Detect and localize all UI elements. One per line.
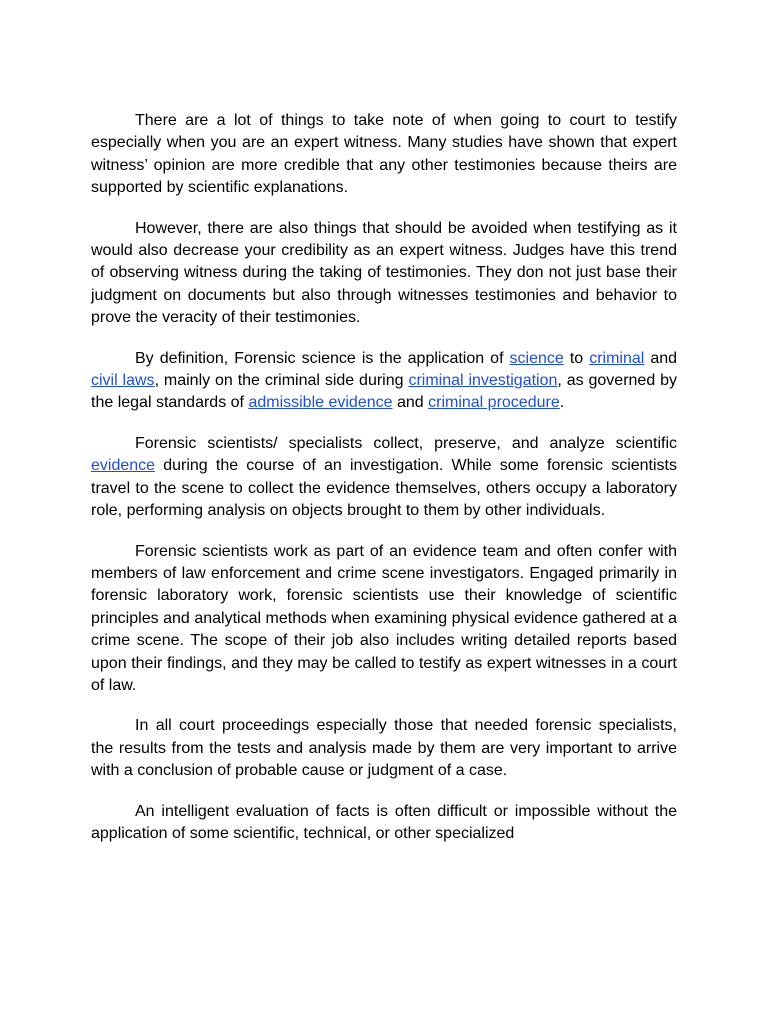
link-criminal-investigation[interactable]: criminal investigation [408, 372, 558, 390]
paragraph-3-text-6: and [392, 394, 429, 412]
paragraph-1-text: There are a lot of things to take note of when going to court to testify especially when you are an expert witness. Many studies have shown that expert witness’ opinion are more credible that any other testimonies because theirs are supported by scientific explanations. [91, 112, 677, 197]
paragraph-7-text: An intelligent evaluation of facts is often difficult or impossible without the application of some scientific, technical, or other specialized [91, 802, 677, 842]
paragraph-5-text: Forensic scientists work as part of an evidence team and often confer with members of law enforcement and crime scene investigators. Engaged primarily in forensic laboratory work, forensic scientists use their knowledge of scientific principles and analytical methods when examining physical evidence gathered at a crime scene. The scope of their job also includes writing detailed reports based upon their findings, and they may be called to testify as expert witnesses in a court of law. [91, 542, 677, 694]
link-criminal-procedure[interactable]: criminal procedure [428, 394, 560, 412]
paragraph-5 [91, 541, 677, 698]
document-page [91, 110, 677, 845]
link-criminal[interactable]: criminal [589, 349, 645, 367]
paragraph-4-text-2: during the course of an investigation. While some forensic scientists travel to the scene to collect the evidence themselves, others occupy a laboratory role, performing analysis on objects brought to them by other individuals. [91, 457, 677, 520]
link-evidence[interactable]: evidence [91, 457, 156, 475]
paragraph-3-text-4: , mainly on the criminal side during [154, 372, 409, 390]
paragraph-6-text: In all court proceedings especially those that needed forensic specialists, the results from the tests and analysis made by them are very important to arrive with a conclusion of probable cause or judgment of a case. [91, 717, 677, 780]
paragraph-3 [91, 348, 677, 415]
link-civil-laws[interactable]: civil laws [91, 372, 155, 390]
link-science[interactable]: science [509, 349, 564, 367]
paragraph-3-text-5: , as governed by the legal standards of [91, 372, 678, 412]
paragraph-4-text-1: Forensic scientists/ specialists collect, preserve, and analyze scientific [135, 434, 677, 452]
link-admissible-evidence[interactable]: admissible evidence [248, 394, 393, 412]
paragraph-4 [91, 433, 677, 523]
paragraph-7 [91, 801, 677, 846]
paragraph-3-text-2: to [563, 349, 590, 367]
paragraph-2 [91, 218, 677, 330]
paragraph-3-text-7: . [559, 394, 565, 412]
paragraph-1 [91, 110, 677, 200]
paragraph-3-text-1: By definition, Forensic science is the application of [135, 349, 510, 367]
paragraph-6 [91, 715, 677, 782]
paragraph-2-text: However, there are also things that should be avoided when testifying as it would also decrease your credibility as an expert witness. Judges have this trend of observing witness during the taking of testimonies. They don not just base their judgment on documents but also through witnesses testimonies and behavior to prove the veracity of their testimonies. [91, 219, 677, 327]
paragraph-3-text-3: and [644, 349, 678, 367]
